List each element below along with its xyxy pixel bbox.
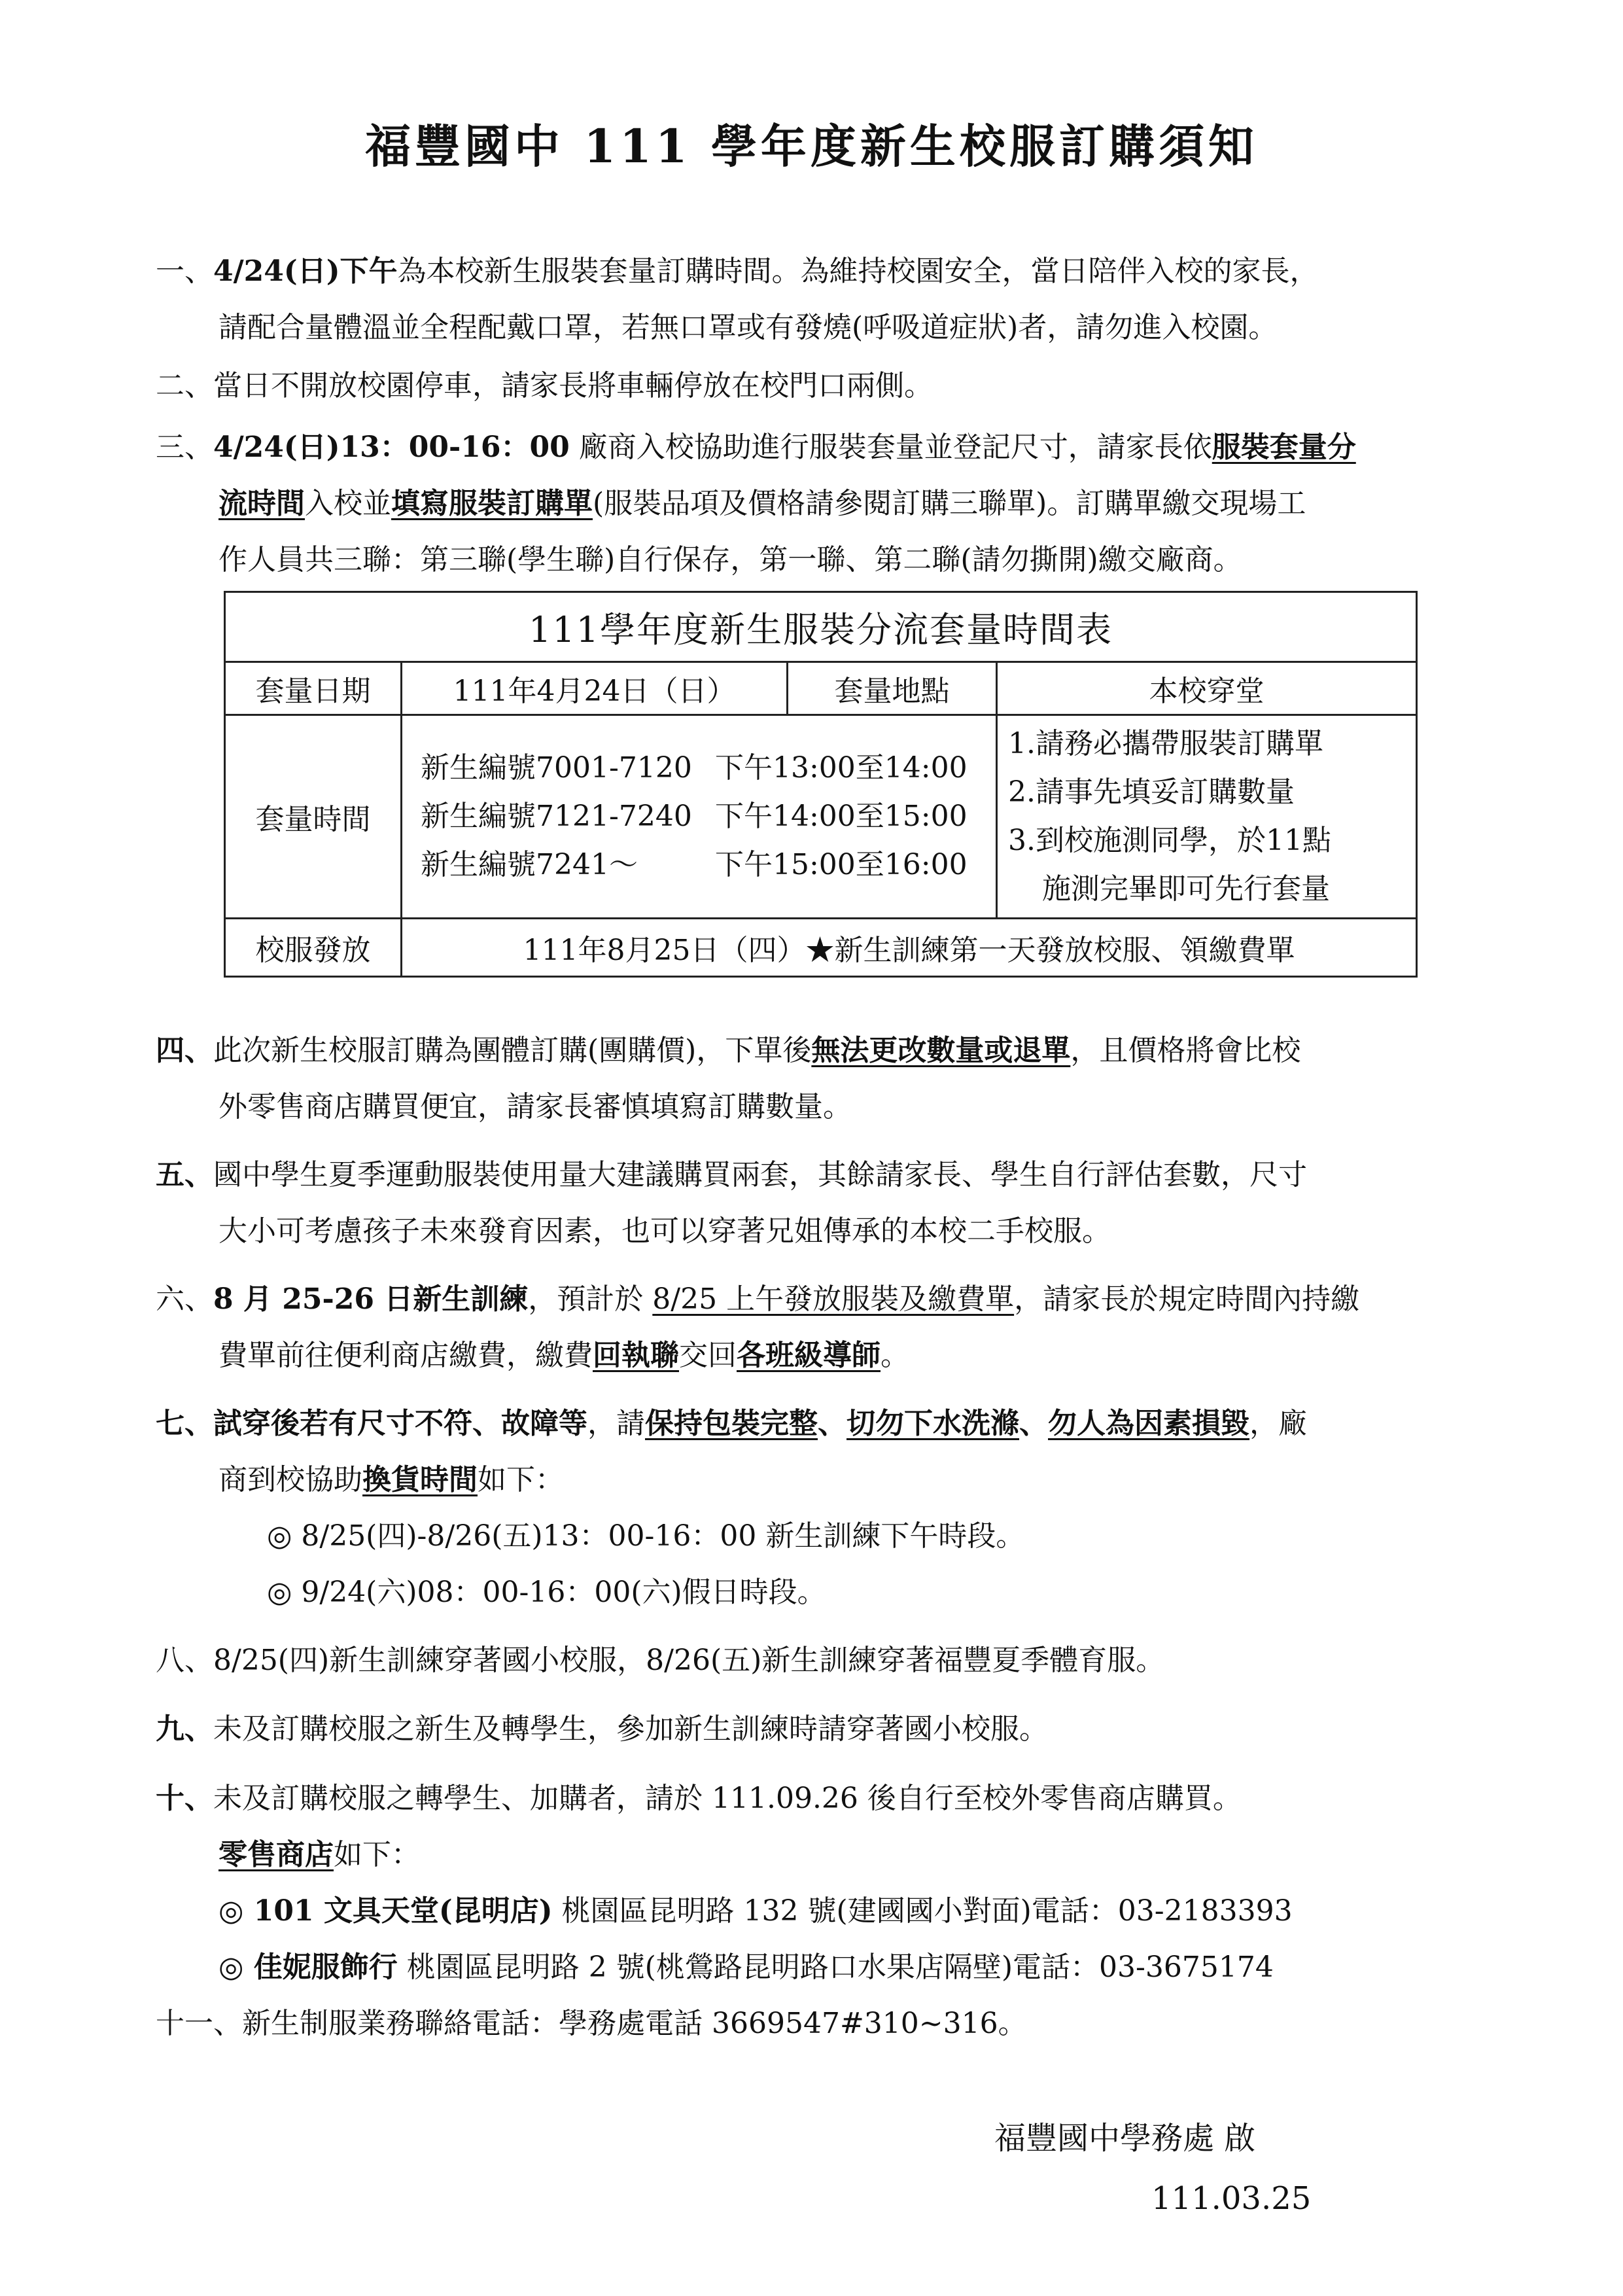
item-5-num: 五、 bbox=[156, 1158, 213, 1192]
item-3-line3: 作人員共三聯：第三聯(學生聯)自行保存，第一聯、第二聯(請勿撕開)繳交廠商。 bbox=[218, 543, 1242, 576]
item-6-text: ，預計於 bbox=[528, 1282, 653, 1316]
item-7-emphasis-4: 換貨時間 bbox=[362, 1463, 478, 1496]
item-7-emphasis-2: 切勿下水洗滌 bbox=[846, 1407, 1019, 1440]
item-7 bbox=[156, 1396, 1484, 1621]
item-6 bbox=[156, 1271, 1484, 1384]
table-location-value: 本校穿堂 bbox=[997, 662, 1417, 715]
table-time-slots bbox=[402, 715, 997, 919]
signature-block bbox=[994, 2108, 1311, 2229]
store-2 bbox=[156, 1939, 1484, 1996]
signature-office: 福豐國中學務處 啟 bbox=[994, 2120, 1256, 2157]
item-7-line2-b: 如下： bbox=[478, 1463, 564, 1496]
item-7-sep: 、 bbox=[818, 1407, 846, 1440]
signature-date: 111.03.25 bbox=[1151, 2180, 1312, 2217]
item-1-text: 為本校新生服裝套量訂購時間。為維持校園安全，當日陪伴入校的家長， bbox=[397, 255, 1319, 288]
note-item-continued: 施測完畢即可先行套量 bbox=[1042, 872, 1330, 906]
item-3-num: 三、 bbox=[156, 431, 213, 464]
note-item: 3.到校施測同學，於11點 bbox=[1008, 824, 1331, 857]
item-3-time: 4/24(日)13：00-16：00 bbox=[213, 431, 570, 464]
item-9-text: 未及訂購校服之新生及轉學生，參加新生訓練時請穿著國小校服。 bbox=[213, 1712, 1048, 1746]
table-distribution-value: 111年8月25日（四）★新生訓練第一天發放校服、領繳費單 bbox=[402, 919, 1417, 977]
item-11-num: 十一、 bbox=[156, 2007, 242, 2040]
table-caption: 111學年度新生服裝分流套量時間表 bbox=[225, 592, 1417, 662]
item-7-text-2: ，廠 bbox=[1249, 1407, 1307, 1440]
item-10 bbox=[156, 1771, 1484, 1996]
item-10-line2: 如下： bbox=[334, 1838, 420, 1871]
item-10-text: 未及訂購校服之轉學生、加購者，請於 111.09.26 後自行至校外零售商店購買。 bbox=[213, 1782, 1242, 1815]
item-6-emphasis-1: 8/25 上午發放服裝及繳費單 bbox=[652, 1282, 1015, 1316]
item-6-text-2: ，請家長於規定時間內持繳 bbox=[1014, 1282, 1360, 1316]
student-number-range: 新生編號7241～ bbox=[421, 848, 638, 881]
time-range: 下午14:00至15:00 bbox=[715, 800, 968, 833]
item-3-emphasis-1: 服裝套量分 bbox=[1212, 431, 1356, 464]
store-bullet-icon: ◎ bbox=[218, 1951, 254, 1984]
item-7-num: 七、 bbox=[156, 1407, 213, 1440]
item-4 bbox=[156, 1023, 1484, 1135]
table-header-time: 套量時間 bbox=[225, 715, 402, 919]
item-4-num: 四、 bbox=[156, 1034, 213, 1067]
item-6-line2-c: 。 bbox=[881, 1339, 909, 1372]
item-8-num: 八、 bbox=[156, 1644, 213, 1677]
item-7-line2: 商到校協助 bbox=[218, 1463, 362, 1496]
item-7-bullet-2: ◎ 9/24(六)08：00-16：00(六)假日時段。 bbox=[267, 1576, 826, 1609]
time-range: 下午13:00至14:00 bbox=[715, 751, 968, 785]
item-4-emphasis: 無法更改數量或退單 bbox=[811, 1034, 1071, 1067]
item-2-num: 二、 bbox=[156, 369, 213, 402]
table-header-date: 套量日期 bbox=[225, 662, 402, 715]
table-notes bbox=[997, 715, 1417, 919]
item-4-line2: 外零售商店購買便宜，請家長審慎填寫訂購數量。 bbox=[218, 1090, 852, 1123]
item-3-text-3: (服裝品項及價格請參閱訂購三聯單)。訂購單繳交現場工 bbox=[593, 487, 1306, 520]
item-7-emphasis-1: 保持包裝完整 bbox=[645, 1407, 818, 1440]
item-9-num: 九、 bbox=[156, 1712, 213, 1746]
item-1 bbox=[156, 243, 1484, 356]
item-6-emphasis-2: 回執聯 bbox=[593, 1339, 679, 1372]
item-10-emphasis: 零售商店 bbox=[218, 1838, 334, 1871]
item-7-bullet-1: ◎ 8/25(四)-8/26(五)13：00-16：00 新生訓練下午時段。 bbox=[267, 1519, 1025, 1553]
item-5 bbox=[156, 1147, 1484, 1260]
student-number-range: 新生編號7121-7240 bbox=[421, 800, 692, 833]
table-header-location: 套量地點 bbox=[788, 662, 997, 715]
item-7-sep: 、 bbox=[1019, 1407, 1048, 1440]
item-3 bbox=[156, 419, 1484, 588]
item-11-text: 新生制服業務聯絡電話：學務處電話 3669547#310~316。 bbox=[242, 2007, 1027, 2040]
item-2 bbox=[156, 358, 1484, 414]
student-number-range: 新生編號7001-7120 bbox=[421, 751, 692, 785]
item-3-text: 廠商入校協助進行服裝套量並登記尺寸，請家長依 bbox=[569, 431, 1212, 464]
item-6-num: 六、 bbox=[156, 1282, 213, 1316]
item-7-heading: 試穿後若有尺寸不符、故障等 bbox=[213, 1407, 587, 1440]
note-item: 2.請事先填妥訂購數量 bbox=[1008, 775, 1295, 809]
item-7-text: ，請 bbox=[587, 1407, 645, 1440]
item-5-line2: 大小可考慮孩子未來發育因素，也可以穿著兄姐傳承的本校二手校服。 bbox=[218, 1214, 1111, 1248]
time-slot-row bbox=[421, 841, 996, 889]
note-item: 1.請務必攜帶服裝訂購單 bbox=[1008, 727, 1323, 760]
time-range: 下午15:00至16:00 bbox=[715, 848, 968, 881]
item-8-text: 8/25(四)新生訓練穿著國小校服，8/26(五)新生訓練穿著福豐夏季體育服。 bbox=[213, 1644, 1165, 1677]
item-7-emphasis-3: 勿人為因素損毀 bbox=[1048, 1407, 1249, 1440]
store-1 bbox=[156, 1883, 1484, 1939]
item-8 bbox=[156, 1633, 1484, 1689]
item-1-time: 4/24(日)下午 bbox=[213, 255, 398, 288]
item-4-text: 此次新生校服訂購為團體訂購(團購價)，下單後 bbox=[213, 1034, 812, 1067]
table-header-distribution: 校服發放 bbox=[225, 919, 402, 977]
store-info: 桃園區昆明路 132 號(建國國小對面)電話：03-2183393 bbox=[552, 1894, 1293, 1928]
time-slot-row bbox=[421, 744, 996, 792]
item-5-text: 國中學生夏季運動服裝使用量大建議購買兩套，其餘請家長、學生自行評估套數，尺寸 bbox=[213, 1158, 1307, 1192]
item-6-line2-b: 交回 bbox=[679, 1339, 737, 1372]
item-2-text: 當日不開放校園停車，請家長將車輛停放在校門口兩側。 bbox=[213, 369, 933, 402]
store-name: 101 文具天堂(昆明店) bbox=[253, 1894, 553, 1928]
item-3-text-2: 入校並 bbox=[305, 487, 391, 520]
item-6-emphasis-3: 各班級導師 bbox=[737, 1339, 881, 1372]
item-3-emphasis-3: 填寫服裝訂購單 bbox=[391, 487, 593, 520]
item-9 bbox=[156, 1701, 1484, 1757]
store-name: 佳妮服飾行 bbox=[253, 1951, 398, 1984]
item-10-num: 十、 bbox=[156, 1782, 213, 1815]
item-1-line2: 請配合量體溫並全程配戴口罩，若無口罩或有發燒(呼吸道症狀)者，請勿進入校園。 bbox=[218, 311, 1278, 344]
store-bullet-icon: ◎ bbox=[218, 1894, 254, 1928]
table-date-value: 111年4月24日（日） bbox=[402, 662, 788, 715]
item-1-num: 一、 bbox=[156, 255, 213, 288]
item-6-line2: 費單前往便利商店繳費，繳費 bbox=[218, 1339, 593, 1372]
item-11 bbox=[156, 1996, 1484, 2052]
item-3-emphasis-2: 流時間 bbox=[218, 487, 305, 520]
document-title: 福豐國中 111 學年度新生校服訂購須知 bbox=[365, 119, 1258, 173]
schedule-table bbox=[224, 591, 1418, 978]
time-slot-row bbox=[421, 792, 996, 841]
item-6-date: 8 月 25-26 日新生訓練 bbox=[213, 1282, 529, 1316]
store-info: 桃園區昆明路 2 號(桃鶯路昆明路口水果店隔壁)電話：03-3675174 bbox=[397, 1951, 1274, 1984]
item-4-text-2: ，且價格將會比校 bbox=[1070, 1034, 1301, 1067]
